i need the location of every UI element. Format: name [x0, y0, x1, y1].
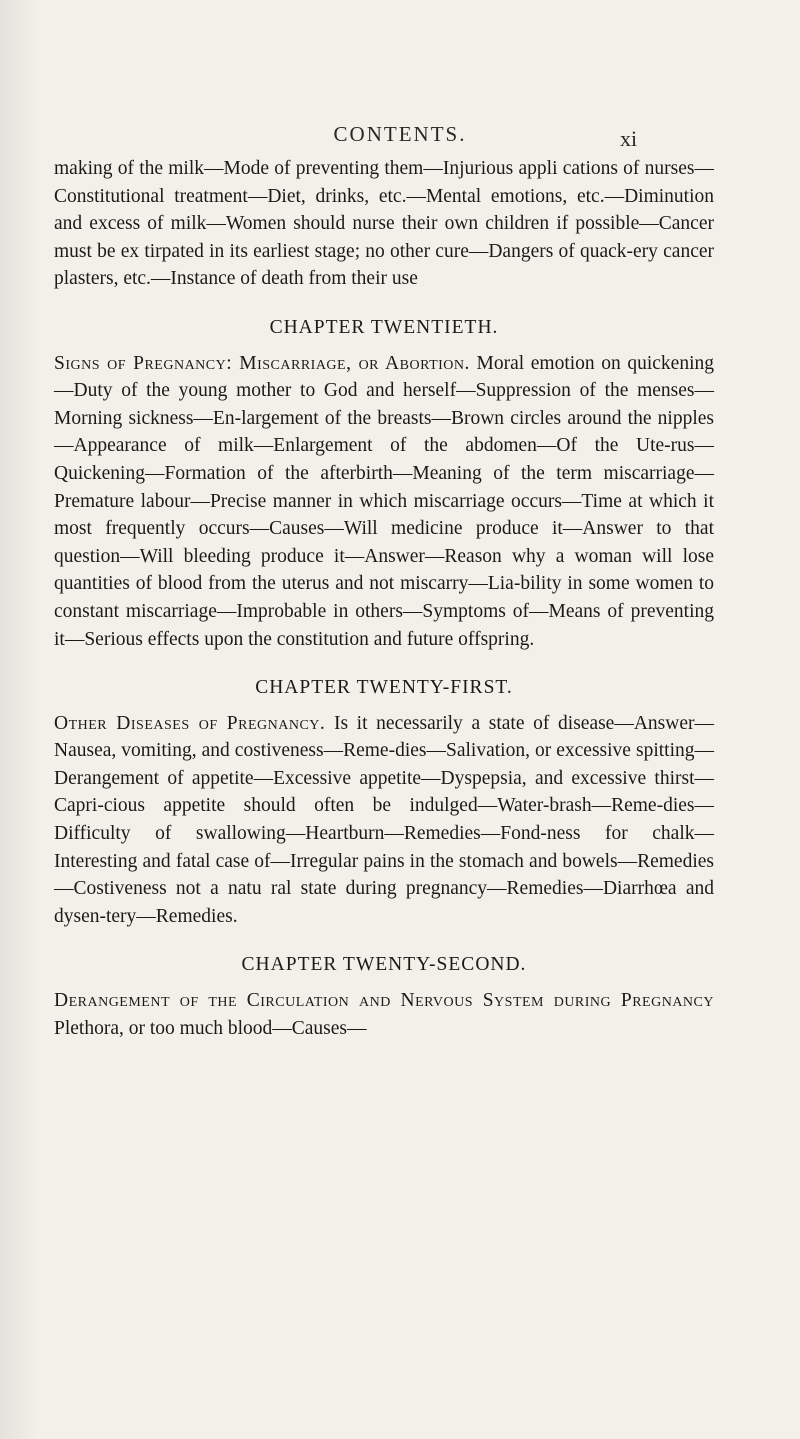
chapter-heading-twenty-first: Other Diseases of Pregnancy. [54, 712, 326, 734]
running-title: CONTENTS. [333, 122, 467, 146]
chapter-summary-twenty-first [54, 710, 714, 931]
chapter-summary-twentieth [54, 350, 714, 654]
chapter-heading-twenty-second: Derangement of the Circulation and Nervous System during Pregnancy [54, 990, 714, 1012]
intro-paragraph: making of the milk—Mode of preventing them—Injurious appli cations of nurses—Constitutional treatment—Diet, drinks, etc.—Mental emotions, etc.—Diminution and excess of milk—Women should nurse their own children if possible—Cancer must be ex tirpated in its earliest stage; no other cure—Dangers of quack-ery cancer plasters, etc.—Instance of death from their use [54, 158, 714, 290]
page-gutter-shadow [0, 0, 40, 1439]
chapter-summary-twenty-second [54, 987, 714, 1042]
chapter-title-twenty-second: CHAPTER TWENTY-SECOND. [241, 954, 527, 976]
chapter-text-twenty-second: Plethora, or too much blood—Causes— [54, 1017, 367, 1039]
contents-body [54, 155, 714, 1042]
chapter-heading-twentieth: Signs of Pregnancy: Miscarriage, or Abortion. [54, 352, 470, 374]
chapter-title-twenty-first: CHAPTER TWENTY-FIRST. [255, 677, 513, 699]
chapter-title-twentieth: CHAPTER TWENTIETH. [269, 316, 499, 338]
chapter-text-twenty-first: Is it necessarily a state of disease—Answer—Nausea, vomiting, and costiveness—Reme-dies—Salivation, or excessive spitting—Derangement of appetite—Excessive appetite—Dyspepsia, and excessive thirst—Capri-cious appetite should often be indulged—Water-brash—Reme-dies—Difficulty of swallowing—Heartburn—Remedies—Fond-ness for chalk—Interesting and fatal case of—Irregular pains in the stomach and bowels—Remedies—Costiveness not a natu ral state during pregnancy—Remedies—Diarrhœa and dysen-tery—Remedies. [54, 712, 714, 927]
chapter-text-twentieth: Moral emotion on quickening—Duty of the young mother to God and herself—Suppression of the menses—Morning sickness—En-largement of the breasts—Brown circles around the nipples—Appearance of milk—Enlargement of the abdomen—Of the Ute-rus—Quickening—Formation of the afterbirth—Meaning of the term miscarriage—Premature labour—Precise manner in which miscarriage occurs—Time at which it most frequently occurs—Causes—Will medicine produce it—Answer to that question—Will bleeding produce it—Answer—Reason why a woman will lose quantities of blood from the uterus and not miscarry—Lia-bility in some women to constant miscarriage—Improbable in others—Symptoms of—Means of preventing it—Serious effects upon the constitution and future offspring. [54, 352, 715, 650]
page-number: xi [620, 126, 638, 151]
